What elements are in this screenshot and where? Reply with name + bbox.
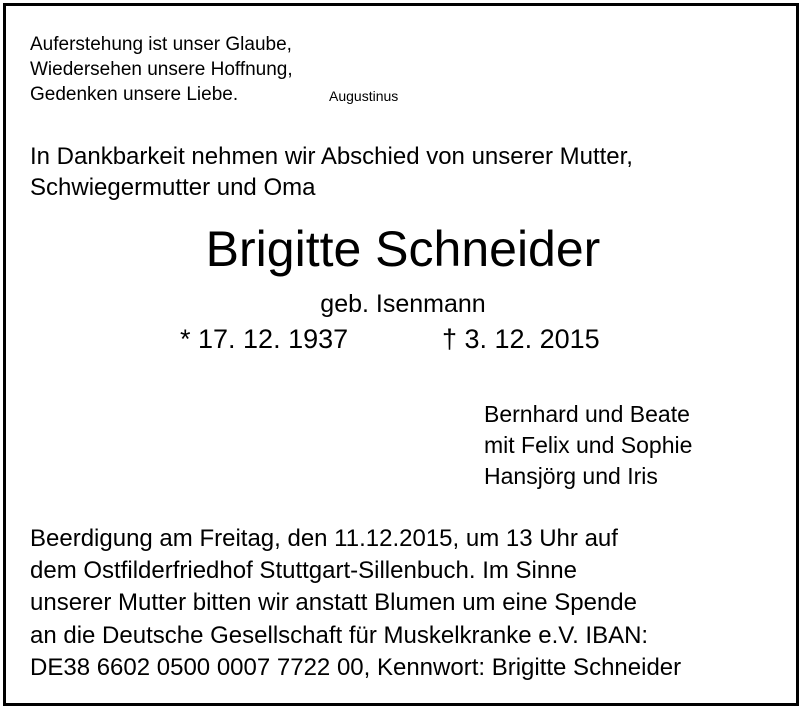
quote-line: Auferstehung ist unser Glaube, <box>30 34 292 55</box>
family-signatures <box>484 399 692 492</box>
death-date: † 3. 12. 2015 <box>442 324 600 354</box>
funeral-line: dem Ostfilderfriedhof Stuttgart-Sillenbuch. Im Sinne <box>30 557 577 585</box>
obituary-notice <box>3 3 799 706</box>
intro-line: In Dankbarkeit nehmen wir Abschied von unserer Mutter, <box>30 143 633 170</box>
funeral-line: an die Deutsche Gesellschaft für Muskelkranke e.V. IBAN: <box>30 621 649 649</box>
quote-author: Augustinus <box>329 88 399 104</box>
deceased-name: Brigitte Schneider <box>205 221 601 277</box>
birth-date: * 17. 12. 1937 <box>180 324 349 354</box>
maiden-name: geb. Isenmann <box>320 290 486 318</box>
quote-line: Wiedersehen unsere Hoffnung, <box>30 59 293 80</box>
funeral-line: Beerdigung am Freitag, den 11.12.2015, um 13 Uhr auf <box>30 525 618 552</box>
family-line: mit Felix und Sophie <box>484 432 693 458</box>
funeral-info <box>30 523 681 684</box>
family-line: Bernhard und Beate <box>484 401 690 427</box>
family-line: Hansjörg und Iris <box>484 463 658 489</box>
quote-line: Gedenken unsere Liebe. <box>30 84 239 105</box>
intro-text <box>30 141 633 203</box>
intro-line: Schwiegermutter und Oma <box>30 174 316 201</box>
funeral-line: DE38 6602 0500 0007 7722 00, Kennwort: Brigitte Schneider <box>30 653 682 681</box>
quote-block <box>30 32 293 107</box>
funeral-line: unserer Mutter bitten wir anstatt Blumen um eine Spende <box>30 589 637 617</box>
